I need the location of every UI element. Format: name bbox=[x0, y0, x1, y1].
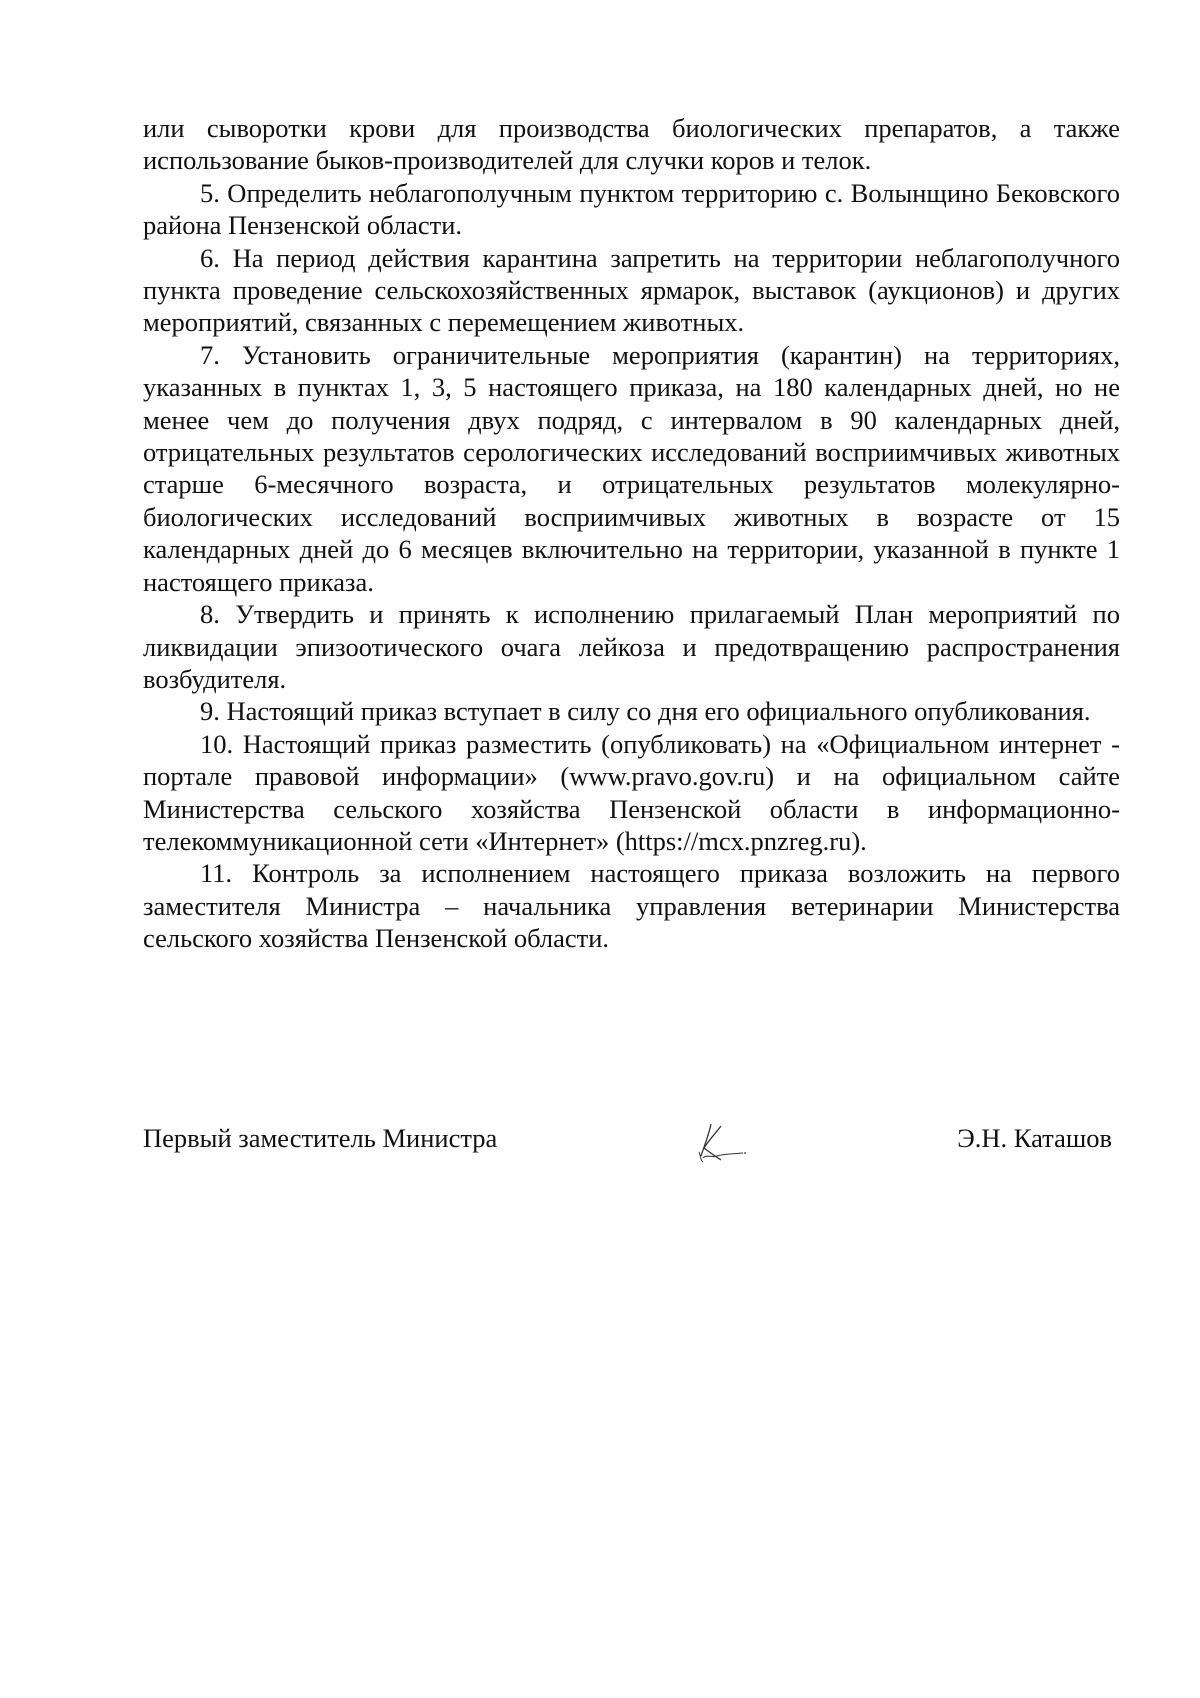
paragraph-item-8: 8. Утвердить и принять к исполнению прилагаемый План мероприятий по ликвидации эпизоотического очага лейкоза и предотвращению распространения возбудителя. bbox=[143, 599, 1120, 694]
handwritten-signature bbox=[691, 1118, 761, 1166]
signatory-name: Э.Н. Каташов bbox=[957, 1123, 1112, 1153]
document-body bbox=[143, 112, 1120, 955]
paragraph-item-11: 11. Контроль за исполнением настоящего приказа возложить на первого заместителя Министра – начальника управления ветеринарии Министерства сельского хозяйства Пензенской области. bbox=[143, 858, 1120, 954]
paragraph-item-7: 7. Установить ограничительные мероприятия (карантин) на территориях, указанных в пунктах 1, 3, 5 настоящего приказа, на 180 календарных дней, но не менее чем до получения двух подряд, с интервалом в 90 календарных дней, отрицательных результатов серологических исследований восприимчивых животных старше 6-месячного возраста, и отрицательных результатов молекулярно-биологических исследований восприимчивых животных в возрасте от 15 календарных дней до 6 месяцев включительно на территории, указанной в пункте 1 настоящего приказа. bbox=[143, 339, 1120, 597]
paragraph-item-6: 6. На период действия карантина запретить на территории неблагополучного пункта проведение сельскохозяйственных ярмарок, выставок (аукционов) и других мероприятий, связанных с перемещением животных. bbox=[143, 242, 1120, 338]
paragraph-item-9: 9. Настоящий приказ вступает в силу со дня его официального опубликования. bbox=[200, 696, 1091, 727]
signatory-position: Первый заместитель Министра bbox=[143, 1123, 498, 1153]
paragraph-item-10: 10. Настоящий приказ разместить (опубликовать) на «Официальном интернет - портале правовой информации» (www.pravo.gov.ru) и на официальном сайте Министерства сельского хозяйства Пензенской области в информационно-телекоммуникационной сети «Интернет» (https://mcx.pnzreg.ru). bbox=[143, 728, 1120, 856]
signature-block bbox=[143, 1122, 1120, 1170]
paragraph-continuation: или сыворотки крови для производства биологических препаратов, а также использование быков-производителей для случки коров и телок. bbox=[143, 113, 1120, 176]
paragraph-item-5: 5. Определить неблагополучным пунктом территорию с. Волынщино Бековского района Пензенской области. bbox=[143, 177, 1120, 241]
